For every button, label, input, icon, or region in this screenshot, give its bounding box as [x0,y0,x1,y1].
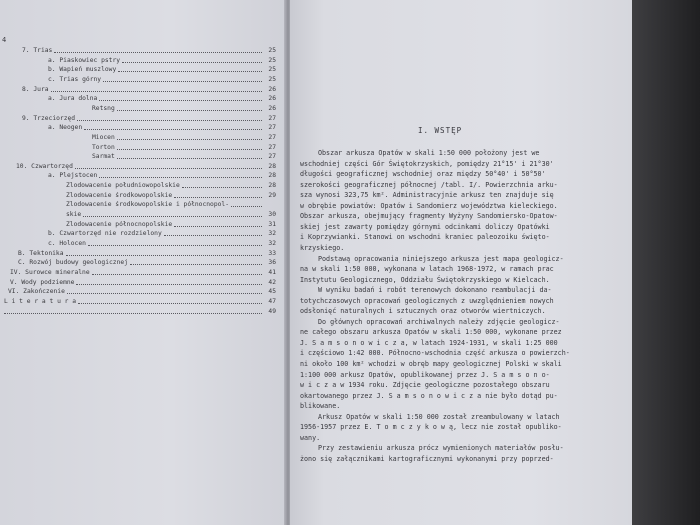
toc-entry-page: 27 [268,143,276,151]
toc-leader-dots [83,216,262,217]
toc-entry [66,220,276,229]
toc-entry-label: a. Plejstocen [48,172,98,180]
toc-entry-label: Torton [92,143,115,151]
body-line: 1:100 000 arkusz Opatów, opublikowanej przez J. S a m s o n o- [300,370,550,379]
body-line: Obszar arkusza Opatów w skali 1:50 000 położony jest we [318,149,540,157]
toc-leader-dots [99,177,262,178]
toc-entry-label: a. Neogen [48,124,83,132]
toc-entry-label: b. Wapień muszlowy [48,66,117,74]
toc-entry [92,133,276,142]
body-line: W wyniku badań i robót terenowych dokonano reambulacji da- [318,286,552,295]
toc-entry [48,229,276,238]
body-line: i częściowo 1:42 000. Północno-wschodnia część arkusza o powierzch- [300,349,570,358]
body-line: długości geograficznej wschodniej oraz między 50°40' i 50°50' [300,170,546,179]
toc-entry-label: Miocen [92,133,115,141]
toc-entry-label: Zlodowacenie południowopolskie [66,182,180,190]
toc-entry-page: 25 [268,75,276,83]
toc-leader-dots [117,110,262,111]
toc-leader-dots [84,129,262,130]
toc-entry [92,104,276,113]
toc-leader-dots [77,120,262,121]
toc-entry-label: V. Wody podziemne [10,278,75,286]
toc-entry-label: 9. Trzeciorzęd [22,114,76,122]
toc-entry [18,258,276,267]
toc-leader-dots [174,226,262,227]
toc-entry-page: 27 [268,153,276,161]
toc-entry [48,123,276,132]
body-line: Przy zestawieniu arkusza prócz wymienionych materiałów posłu- [318,444,564,453]
body-line: totychczasowych opracowań geologicznych z uwzględnieniem nowych [300,296,554,305]
section-heading: I. WSTĘP [418,126,463,135]
toc-entry-page: 27 [268,114,276,122]
toc-entry-label: B. Tektonika [18,249,64,257]
toc-entry-page: 32 [268,240,276,247]
toc-entry-label: skie [66,211,82,219]
body-line: i Koprzywianki. Stanowi on wschodni kraniec paleozoiku święto- [300,233,550,242]
toc-entry-page: 41 [268,268,276,276]
toc-leader-dots [88,245,262,246]
toc-entry-page: 28 [268,172,276,180]
toc-entry-page: 32 [268,230,276,238]
toc-entry [48,171,276,180]
page-number: 4 [2,36,7,44]
toc-entry-label: c. Holocen [48,240,86,247]
body-line: sza wynosi 323,75 km². Administracyjnie arkusz ten znajduje się [300,191,554,200]
toc-leader-dots [4,313,262,314]
toc-leader-dots [164,235,262,236]
body-line: Do głównych opracowań archiwalnych należy zdjęcie geologicz- [318,317,560,326]
toc-entry [48,94,276,103]
toc-entry [22,114,276,123]
toc-leader-dots [182,187,262,188]
toc-leader-dots [130,264,262,265]
toc-entry [48,65,276,74]
body-line: Arkusz Opatów w skali 1:50 000 został zreambulowany w latach [318,412,560,421]
toc-entry-label: Zlodowacenie środkowopolskie i północnopol- [66,201,230,209]
toc-entry-page: 25 [268,66,276,74]
body-line: krzyskiego. [300,243,345,252]
toc-entry [66,210,276,219]
toc-leader-dots [231,206,262,207]
toc-entry-label: Sarmat [92,153,115,161]
toc-entry-label: c. Trias górny [48,75,102,83]
body-line: odsłonięć naturalnych i sztucznych oraz otworów wiertniczych. [300,307,546,316]
toc-leader-dots [117,149,262,150]
toc-entry [92,152,276,161]
background-shadow [632,0,700,525]
body-line: wschodniej części Gór Świętokrzyskich, pomiędzy 21°15' i 21°30' [300,159,554,168]
toc-leader-dots [75,168,262,169]
toc-leader-dots [67,293,262,294]
toc-entry-label: IV. Surowce mineralne [10,268,90,276]
toc-entry-page: 28 [268,162,276,170]
toc-entry-page: 36 [268,259,276,267]
toc-entry-page: 26 [268,85,276,93]
toc-entry [48,239,276,248]
body-line: na w skali 1:50 000, wykonana w latach 1968-1972, w ramach prac [300,265,554,274]
toc-entry-page: 27 [268,133,276,141]
body-line: Obszar arkusza, obejmujący fragmenty Wyżyny Sandomiersko-Opatow- [300,212,558,221]
toc-entry [48,75,276,84]
toc-entry-label: b. Czwartorzęd nie rozdzielony [48,230,162,238]
toc-entry-page: 49 [268,307,276,315]
toc-entry-label: 8. Jura [22,85,49,93]
toc-leader-dots [66,255,263,256]
toc-entry-page: 47 [268,297,276,305]
toc-entry-page: 45 [268,288,276,296]
toc-leader-dots [99,100,262,101]
toc-leader-dots [78,303,262,304]
body-line: Instytutu Geologicznego, Oddziału Świętokrzyskiego w Kielcach. [300,275,550,284]
toc-leader-dots [54,52,262,53]
toc-entry [66,200,276,209]
body-line: żono się załącznikami kartograficznymi wykonanymi przy poprzed- [300,454,554,463]
body-line: wany. [300,433,321,442]
toc-entry [16,162,276,171]
body-line: 1956-1957 przez E. T o m c z y k o w ą, lecz nie został opubliko- [300,423,562,432]
body-line: J. S a m s o n o w i c z a, w latach 1924-1931, w skali 1:25 000 [300,338,558,347]
toc-entry [4,297,276,306]
toc-entry [22,46,276,55]
toc-entry-label: Retsng [92,104,115,112]
toc-entry-label: VI. Zakończenie [8,288,65,296]
toc-leader-dots [117,139,262,140]
body-line: blikowane. [300,402,341,411]
toc-entry-page: 25 [268,47,276,54]
toc-entry-label: C. Rozwój budowy geologicznej [18,259,128,267]
toc-entry-page: 27 [268,124,276,132]
toc-entry [8,287,276,296]
toc-entry-label: a. Jura dolna [48,95,98,103]
toc-entry-label: 10. Czwartorzęd [16,162,73,170]
toc-leader-dots [51,91,262,92]
toc-entry [18,249,276,258]
toc-entry-page: 33 [268,249,276,257]
toc-entry-label: Zlodowacenie północnopolskie [66,220,173,228]
body-line: Podstawą opracowania niniejszego arkusza jest mapa geologicz- [318,254,564,263]
toc-entry-label: Zlodowacenie środkowopolskie [66,191,173,199]
body-line: w i c z a w 1934 roku. Zdjęcie geologiczne pozostałego obszaru [300,381,550,390]
toc-entry [22,85,276,94]
toc-entry [66,181,276,190]
body-line: skiej jest zawarty pomiędzy górnymi odcinkami doliczy Opatówki [300,222,550,231]
toc-entry-page: 28 [268,182,276,190]
body-line: ne całego obszaru arkusza Opatów w skali 1:50 000, wykonane przez [300,328,562,337]
toc-entry-label: 7. Trias [22,47,53,54]
toc-entry [66,191,276,200]
toc-leader-dots [103,81,262,82]
body-line: okartowanego przez J. S a m s o n o w i c z a nie było dotąd pu- [300,391,558,400]
body-line: w obrębie powiatów: Opatów i Sandomierz województwa kieleckiego. [300,201,558,210]
toc-entry-page: 31 [268,220,276,228]
toc-entry-label: a. Piaskowiec pstry [48,56,121,64]
toc-entry-page: 26 [268,104,276,112]
body-line: szerokości geograficznej północnej /tabl. I/. Powierzchnia arku- [300,180,558,189]
toc-leader-dots [122,62,262,63]
toc-entry-page: 26 [268,95,276,103]
toc-entry-label: L i t e r a t u r a [4,297,77,305]
toc-leader-dots [174,197,262,198]
toc-entry-page: 30 [268,211,276,219]
toc-entry [10,278,276,287]
toc-leader-dots [92,274,262,275]
toc-leader-dots [118,71,262,72]
toc-entry-page: 25 [268,56,276,64]
toc-entry [48,56,276,65]
toc-entry-page: 42 [268,278,276,286]
toc-leader-dots [76,284,262,285]
toc-entry-page: 29 [268,191,276,199]
toc-entry [4,307,276,316]
toc-entry [10,268,276,277]
toc-entry [92,143,276,152]
toc-leader-dots [117,158,262,159]
body-line: ni około 100 km² wchodzi w obręb mapy geologicznej Polski w skali [300,360,562,368]
